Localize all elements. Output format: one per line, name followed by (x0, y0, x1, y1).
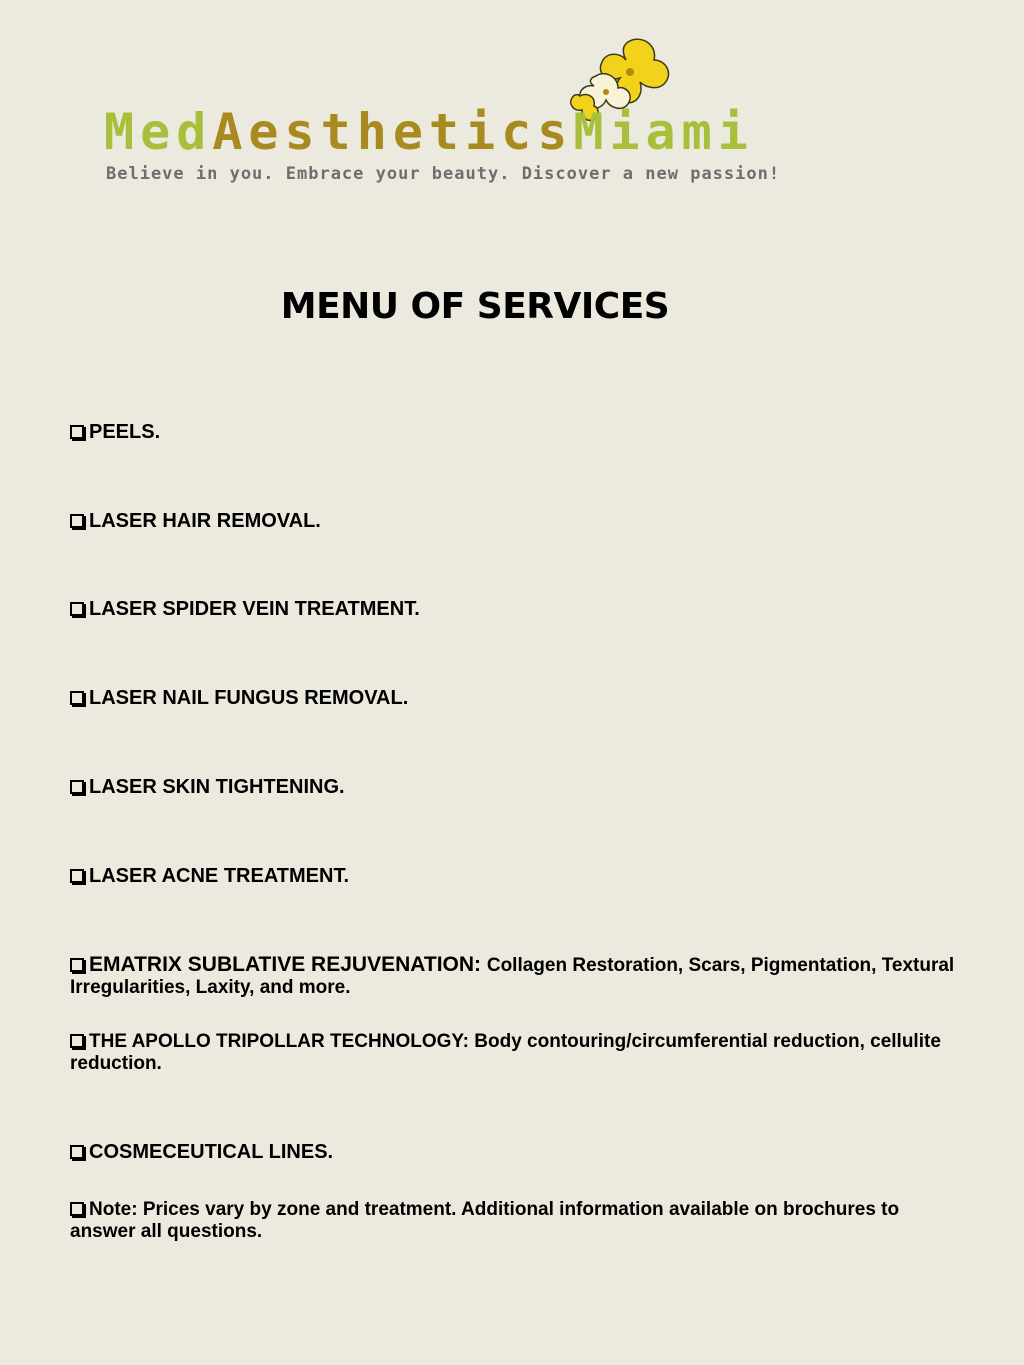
logo-med: Med (104, 103, 213, 161)
service-label: LASER SPIDER VEIN TREATMENT. (89, 598, 420, 620)
service-label: EMATRIX SUBLATIVE REJUVENATION: (89, 953, 487, 976)
service-label: PEELS. (89, 421, 161, 443)
checkbox-icon (70, 691, 84, 705)
service-label: LASER HAIR REMOVAL. (89, 510, 321, 532)
service-item (70, 1031, 960, 1075)
service-label: COSMECEUTICAL LINES. (89, 1141, 334, 1163)
checkbox-icon (70, 1145, 84, 1159)
service-item (70, 865, 960, 887)
service-item (70, 1141, 960, 1163)
service-item (70, 954, 960, 999)
service-label: LASER ACNE TREATMENT. (89, 865, 349, 887)
checkbox-icon (70, 1034, 84, 1048)
service-item (70, 1199, 960, 1243)
service-item (70, 687, 960, 709)
service-label: Note: Prices vary by zone and treatment. Additional information available on brochures to answer all questions. (70, 1199, 900, 1242)
checkbox-icon (70, 602, 84, 616)
logo-miami: Miami (573, 103, 754, 161)
service-item (70, 598, 960, 620)
checkbox-icon (70, 958, 84, 972)
checkbox-icon (70, 1202, 84, 1216)
logo-tagline: Believe in you. Embrace your beauty. Discover a new passion! (106, 164, 781, 184)
logo (104, 36, 781, 196)
checkbox-icon (70, 869, 84, 883)
service-item (70, 776, 960, 798)
service-item (70, 510, 960, 532)
logo-wordmark (104, 102, 754, 162)
checkbox-icon (70, 425, 84, 439)
checkbox-icon (70, 514, 84, 528)
checkbox-icon (70, 780, 84, 794)
service-label: THE APOLLO TRIPOLLAR TECHNOLOGY: Body contouring/circumferential reduction, cellulite reduction. (70, 1031, 941, 1074)
page-title: MENU OF SERVICES (280, 286, 670, 327)
service-description: Collagen Restoration, Scars, Pigmentation, Textural Irregularities, Laxity, and more. (70, 955, 955, 998)
service-label: LASER NAIL FUNGUS REMOVAL. (89, 687, 409, 709)
logo-aesthetics: Aesthetics (212, 103, 574, 161)
service-label: LASER SKIN TIGHTENING. (89, 776, 345, 798)
service-item (70, 421, 960, 443)
